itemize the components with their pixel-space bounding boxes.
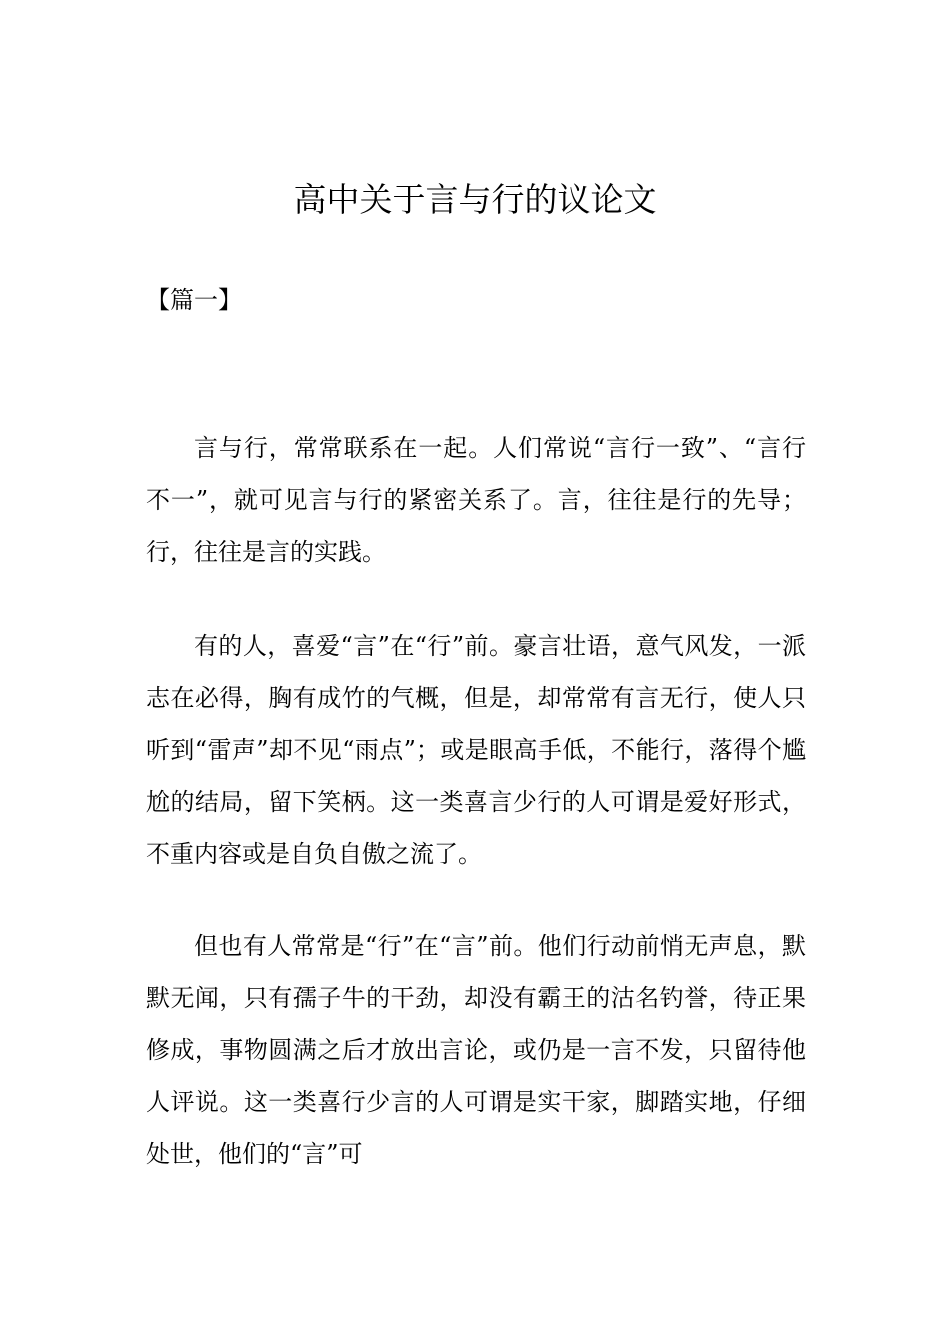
paragraph-3: 但也有人常常是“行”在“言”前。他们行动前悄无声息，默默无闻，只有孺子牛的干劲，却没有霸王的沽名钓誉，待正果修成，事物圆满之后才放出言论，或仍是一言不发，只留待他人评说。这一类喜行少言的人可谓是实干家，脚踏实地，仔细处世，他们的“言”可 (146, 932, 806, 1168)
paragraph-1: 言与行，常常联系在一起。人们常说“言行一致”、“言行不一”，就可见言与行的紧密关系了。言，往往是行的先导；行，往往是言的实践。 (146, 434, 806, 566)
section-label: 【篇一】 (146, 286, 242, 314)
paragraph-2: 有的人，喜爱“言”在“行”前。豪言壮语，意气风发，一派志在必得，胸有成竹的气概，但是，却常常有言无行，使人只听到“雷声”却不见“雨点”；或是眼高手低，不能行，落得个尴尬的结局，留下笑柄。这一类喜言少行的人可谓是爱好形式，不重内容或是自负自傲之流了。 (146, 632, 806, 868)
document-title: 高中关于言与行的议论文 (293, 180, 657, 219)
